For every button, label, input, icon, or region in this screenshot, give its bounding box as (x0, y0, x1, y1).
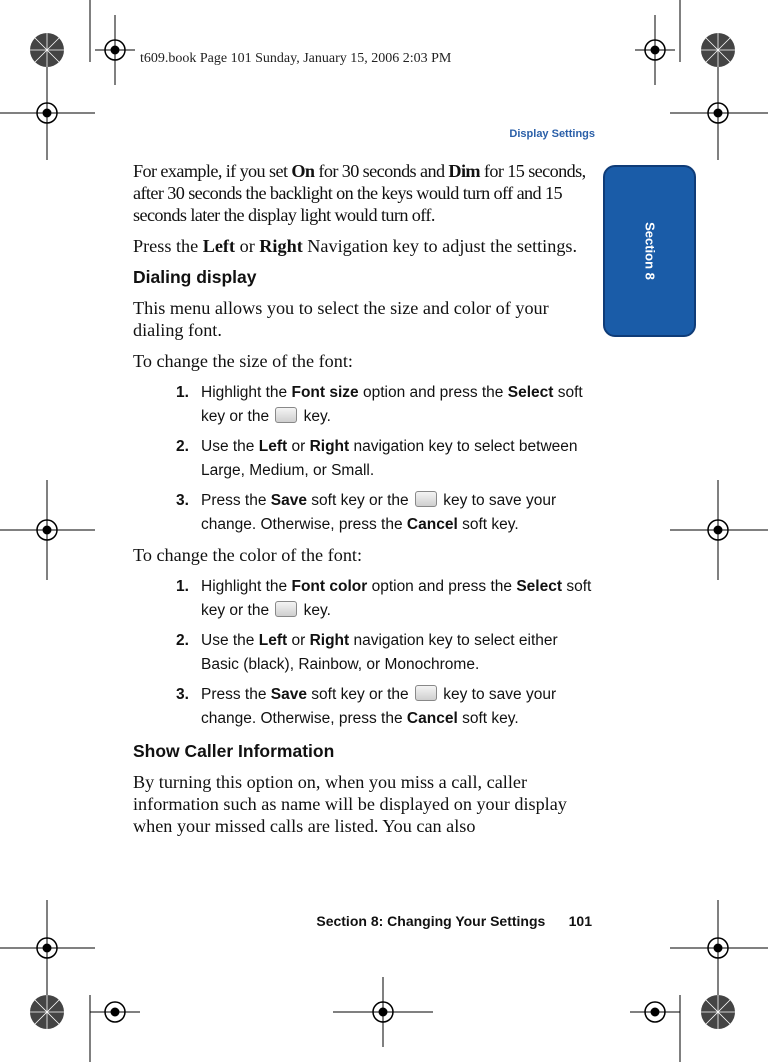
paragraph-backlight-example: For example, if you set On for 30 seconds and Dim for 15 seconds, after 30 seconds the backlight on the keys would turn off and 15 seconds later the display light would turn off. (133, 161, 586, 225)
list-item: 2. Use the Left or Right navigation key to select either Basic (black), Rainbow, or Monochrome. (176, 632, 558, 673)
paragraph-navigation: Press the Left or Right Navigation key to adjust the settings. (133, 236, 578, 256)
size-steps-list (133, 381, 595, 537)
ok-key-icon (275, 407, 297, 423)
list-item: 1. Highlight the Font size option and press the Select soft key or the key. (176, 384, 583, 425)
paragraph-color-intro: To change the color of the font: (133, 545, 363, 565)
list-item: 1. Highlight the Font color option and press the Select soft key or the key. (176, 578, 592, 619)
color-steps-list (133, 575, 595, 731)
main-content (133, 160, 595, 846)
heading-dialing-display: Dialing display (133, 267, 257, 287)
paragraph-size-intro: To change the size of the font: (133, 351, 353, 371)
ok-key-icon (415, 685, 437, 701)
paragraph-dialing-intro: This menu allows you to select the size and color of your dialing font. (133, 298, 549, 340)
book-stamp: t609.book Page 101 Sunday, January 15, 2006 2:03 PM (140, 51, 452, 66)
ok-key-icon (415, 491, 437, 507)
ok-key-icon (275, 601, 297, 617)
list-item: 3. Press the Save soft key or the key to save your change. Otherwise, press the Cancel soft key. (176, 492, 557, 533)
list-item: 2. Use the Left or Right navigation key to select between Large, Medium, or Small. (176, 438, 578, 479)
section-tab-label: Section 8 (642, 222, 657, 280)
page-footer: Section 8: Changing Your Settings 101 (316, 913, 592, 929)
list-item: 3. Press the Save soft key or the key to save your change. Otherwise, press the Cancel soft key. (176, 686, 557, 727)
heading-show-caller-information: Show Caller Information (133, 741, 335, 761)
paragraph-caller-info: By turning this option on, when you miss a call, caller information such as name will be displayed on your display when your missed calls are listed. You can also (133, 772, 567, 836)
running-header: Display Settings (509, 128, 595, 140)
section-tab (603, 165, 696, 337)
